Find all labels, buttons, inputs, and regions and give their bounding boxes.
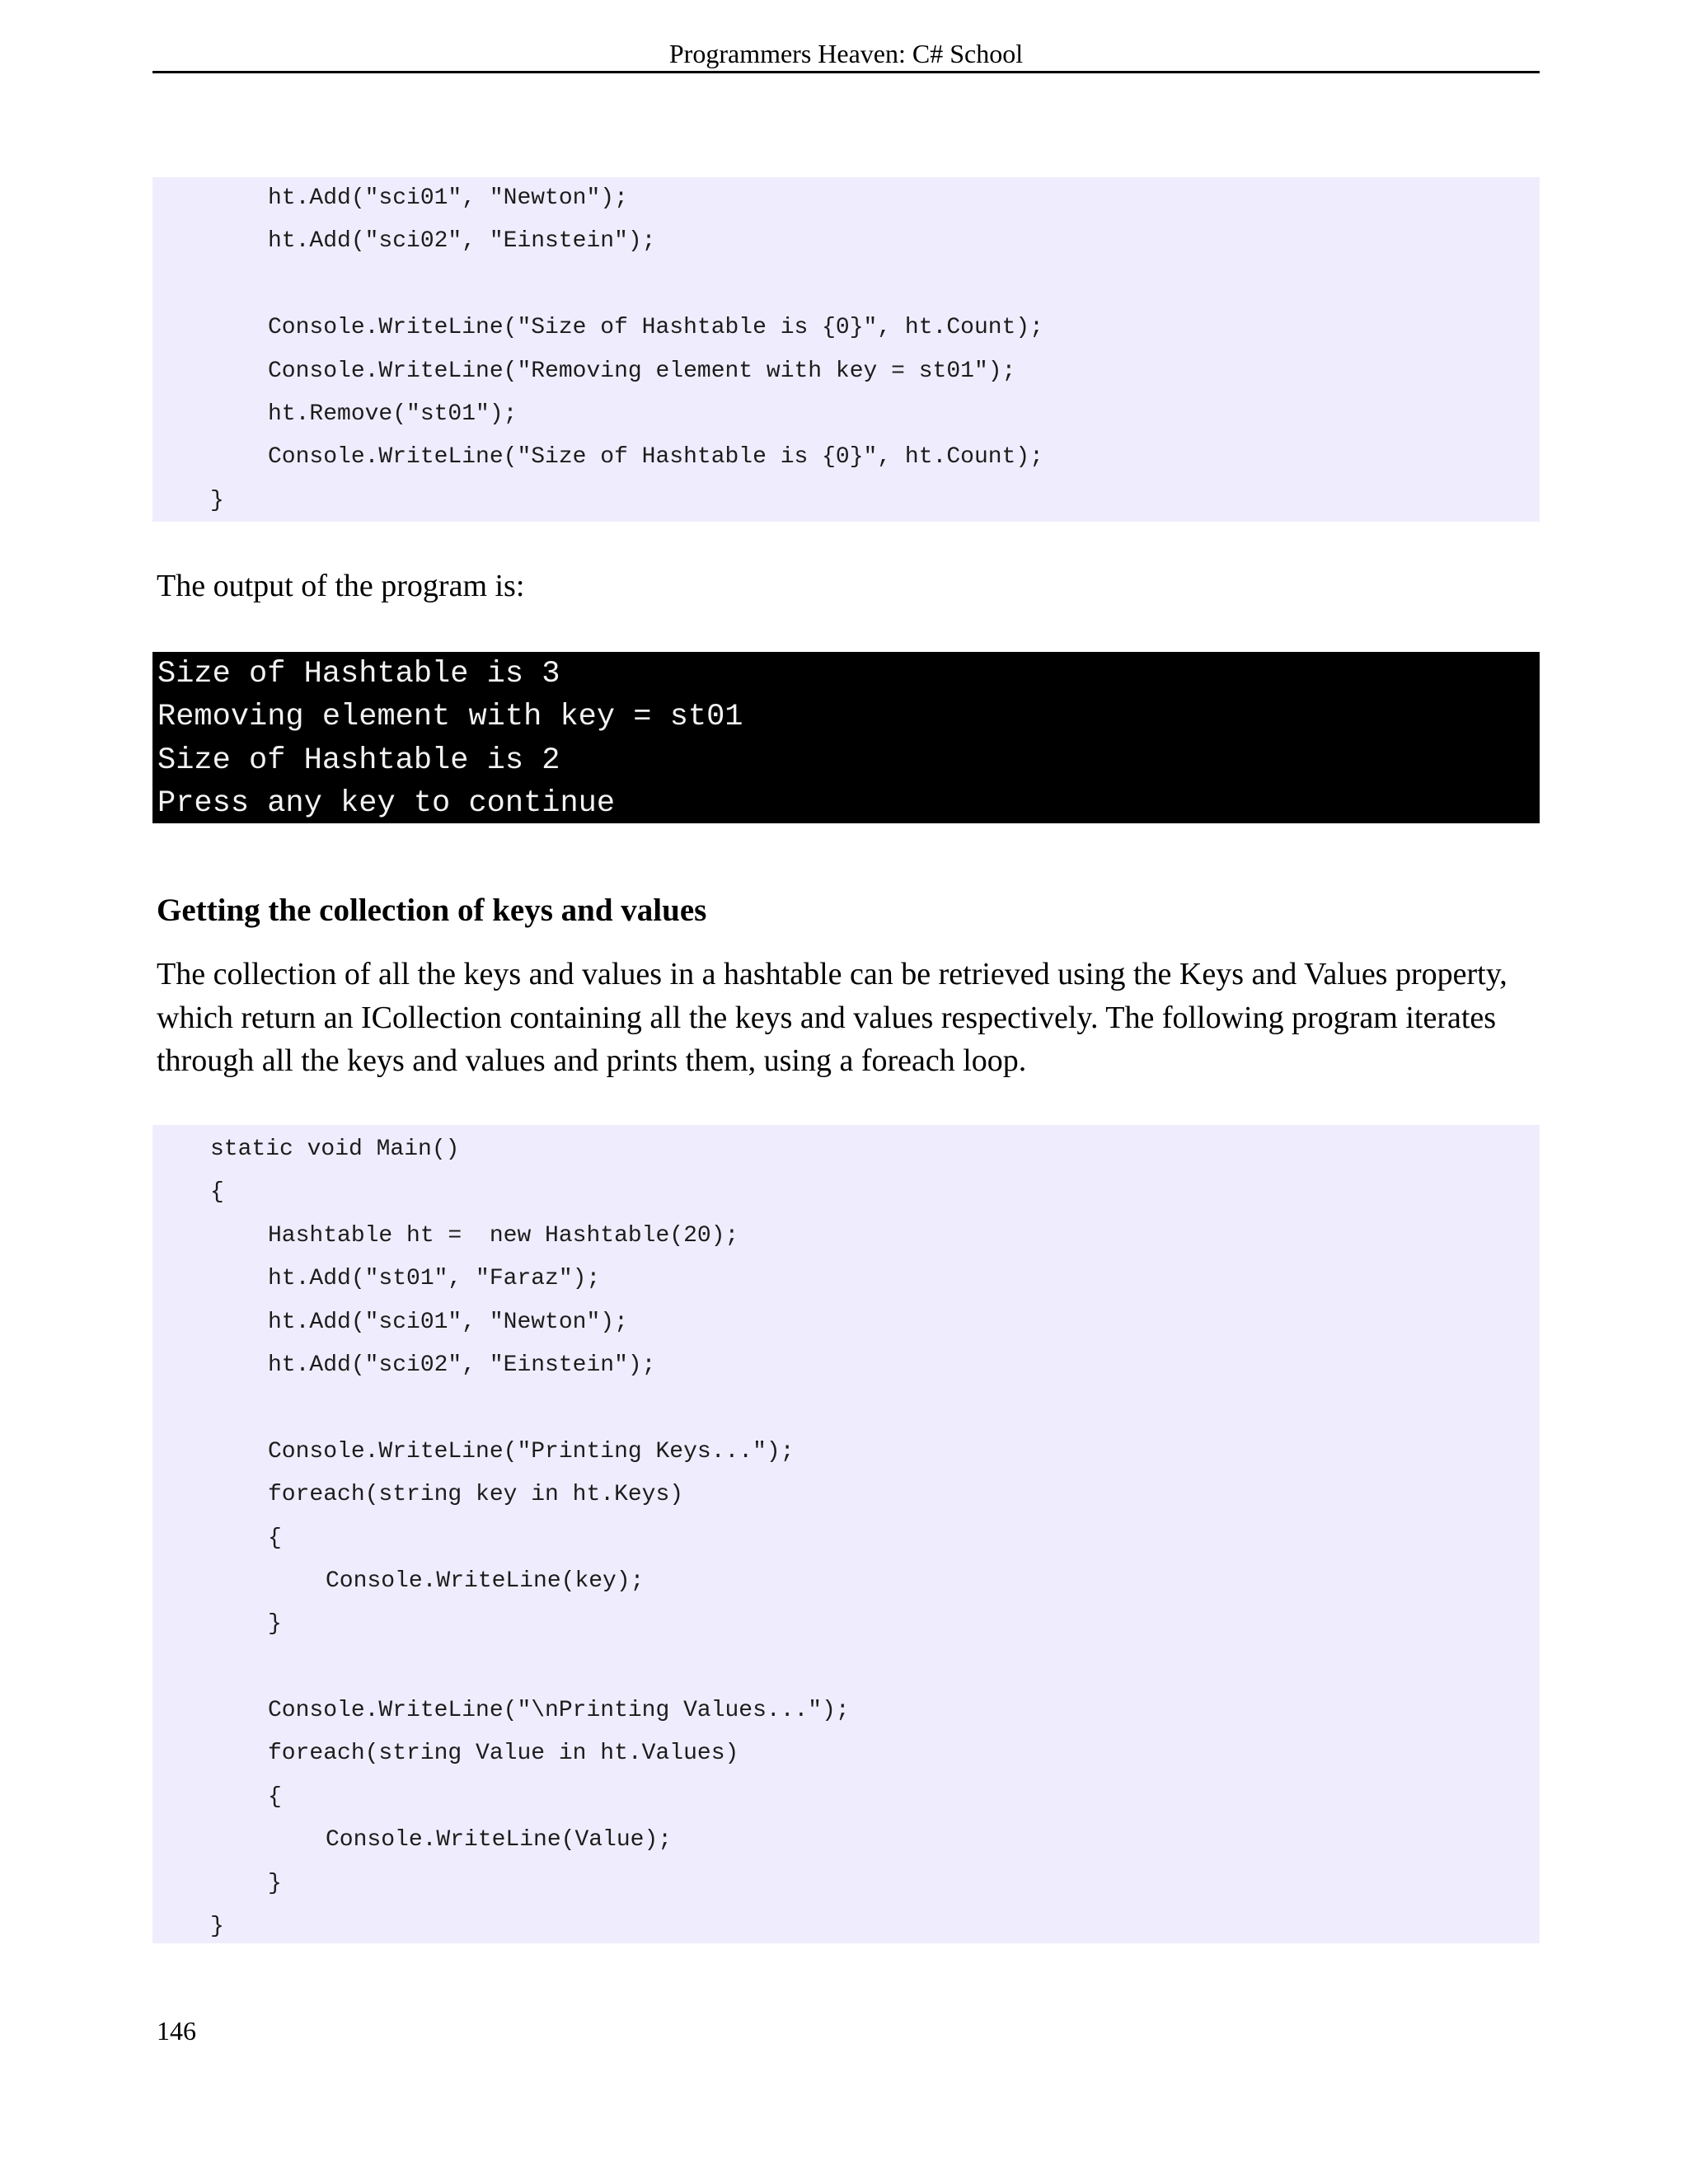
code-block [152,177,1540,522]
code-line: Console.WriteLine(key); [326,1568,645,1594]
code-line: Console.WriteLine("Size of Hashtable is {0}", ht.Count); [268,315,1043,341]
code-line: } [210,487,224,513]
code-line: } [210,1914,224,1940]
code-line: Console.WriteLine("\nPrinting Values..."); [268,1698,850,1724]
console-line: Removing element with key = st01 [157,700,743,735]
code-line: Console.WriteLine(Value); [326,1827,673,1854]
console-output [152,652,1540,823]
code-line: Hashtable ht = new Hashtable(20); [268,1222,739,1249]
code-line: static void Main() [210,1137,460,1162]
code-line [152,1647,1540,1690]
code-line: Console.WriteLine("Size of Hashtable is {0}", ht.Count); [268,444,1043,471]
code-line: foreach(string key in ht.Keys) [268,1482,684,1508]
page-header [152,36,1540,73]
code-line: ht.Add("sci02", "Einstein"); [268,228,656,255]
code-block [152,1125,1540,1943]
code-line: { [268,1783,282,1810]
console-line: Size of Hashtable is 2 [157,743,560,778]
header-title: Programmers Heaven: C# School [668,39,1024,68]
code-line: Console.WriteLine("Printing Keys..."); [268,1438,795,1465]
code-line: ht.Add("sci01", "Newton"); [268,185,628,211]
section-paragraph: The collection of all the keys and values in a hashtable can be retrieved using the Keys and Values property, which return an ICollection containing all the keys and values respectively. The following program iterates through all the keys and values and prints them, using a foreach loop. [157,957,1507,1078]
code-line: Console.WriteLine("Removing element with key = st01"); [268,358,1016,384]
code-line: } [268,1611,282,1638]
console-line: Size of Hashtable is 3 [157,657,560,691]
code-line: ht.Add("st01", "Faraz"); [268,1266,601,1292]
console-line: Press any key to continue [157,786,616,822]
code-line: { [268,1525,282,1551]
code-line [152,264,1540,307]
code-line: ht.Add("sci01", "Newton"); [268,1309,628,1335]
page-number: 146 [157,2016,196,2046]
code-line: foreach(string Value in ht.Values) [268,1741,739,1767]
code-line [152,1387,1540,1430]
code-line: } [268,1870,282,1896]
output-intro-text: The output of the program is: [157,569,525,603]
code-line: { [210,1179,224,1206]
code-line: ht.Remove("st01"); [268,401,518,427]
section-heading: Getting the collection of keys and values [157,893,707,928]
code-line: ht.Add("sci02", "Einstein"); [268,1352,656,1378]
